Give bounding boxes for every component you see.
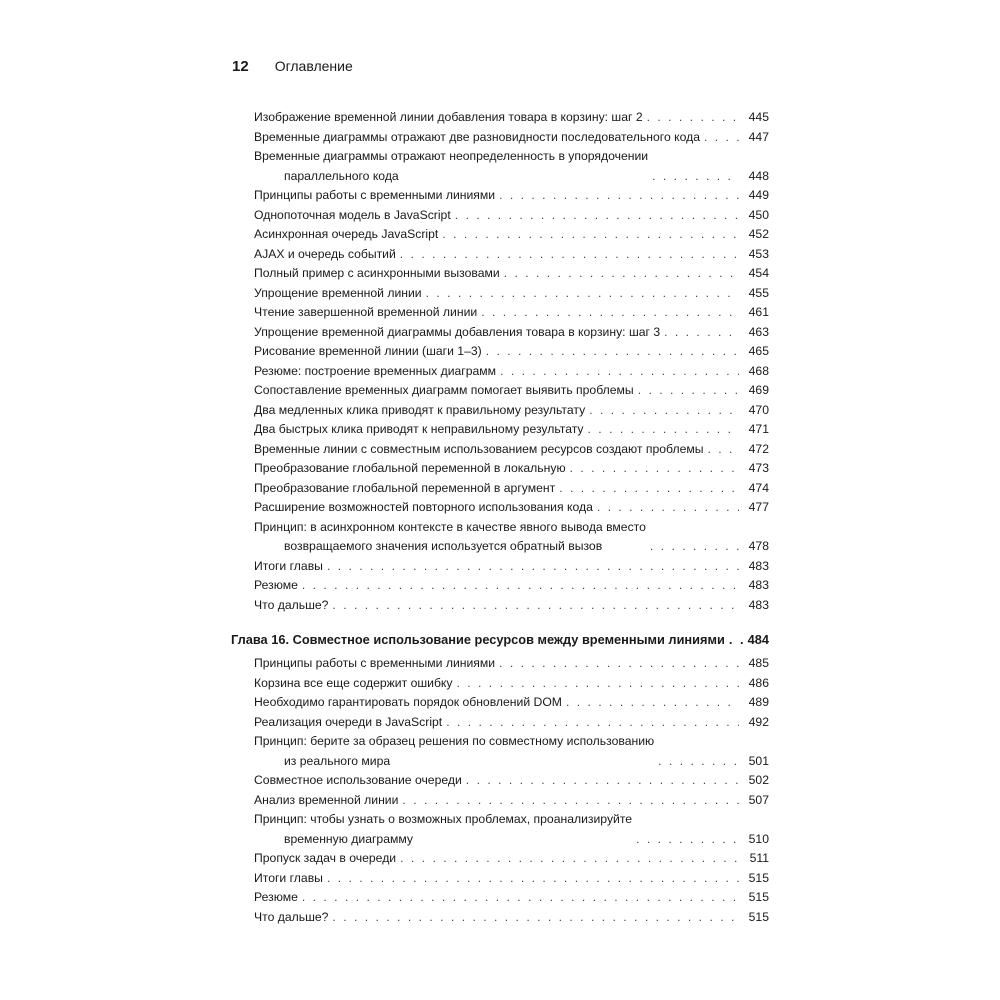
- toc-entry-title: Принципы работы с временными линиями: [254, 656, 496, 670]
- toc-entry-title-line2: параллельного кода: [284, 168, 399, 183]
- leader-dots: [302, 888, 739, 908]
- toc-entry-title: Полный пример с асинхронными вызовами: [254, 266, 500, 280]
- toc-entry[interactable]: [254, 888, 769, 908]
- toc-entry-page: 515: [748, 890, 769, 904]
- toc-entry-page: 472: [748, 441, 769, 456]
- leader-dots: [332, 596, 739, 616]
- leader-dots: [402, 791, 739, 811]
- toc-entry-title: Резюме: построение временных диаграмм: [254, 363, 497, 378]
- chapter-page: 484: [747, 632, 769, 647]
- leader-dots: [707, 440, 739, 460]
- table-of-contents: [231, 108, 769, 927]
- leader-dots: [647, 108, 739, 128]
- leader-dots: [499, 186, 739, 206]
- toc-entry-page: 483: [748, 578, 769, 592]
- toc-entry-title: Сопоставление временных диаграмм помогает выявить проблемы: [254, 383, 634, 397]
- leader-dots: [327, 557, 739, 577]
- leader-dots: [426, 284, 739, 304]
- toc-entry[interactable]: [254, 498, 769, 518]
- leader-dots: [332, 908, 739, 928]
- toc-entry-title: Что дальше?: [254, 909, 329, 924]
- toc-entry-title-line2: из реального мира: [284, 753, 391, 768]
- toc-entry-page: 485: [748, 656, 769, 670]
- toc-entry-page: 492: [748, 714, 769, 729]
- toc-entry-title: Реализация очереди в JavaScript: [254, 714, 443, 729]
- toc-entry-page: 515: [748, 909, 769, 924]
- toc-entry-title: Два медленных клика приводят к правильному результату: [254, 402, 586, 417]
- toc-entry[interactable]: [254, 147, 769, 186]
- toc-entry-title: [254, 732, 658, 771]
- toc-entry-page: 452: [748, 227, 769, 241]
- toc-entry-page: 471: [748, 422, 769, 436]
- toc-entry[interactable]: [254, 557, 769, 577]
- toc-entry-title: Временные диаграммы отражают две разновидности последовательного кода: [254, 129, 700, 144]
- toc-entry-title: Временные линии с совместным использованием ресурсов создают проблемы: [254, 441, 704, 456]
- toc-entry-title: Принципы работы с временными линиями: [254, 188, 496, 202]
- toc-entry[interactable]: [254, 342, 769, 362]
- leader-dots: [442, 225, 739, 245]
- leader-dots: [664, 323, 739, 343]
- toc-entry-page: 448: [748, 168, 769, 183]
- toc-entry-title: Два быстрых клика приводят к неправильному результату: [254, 422, 584, 436]
- leader-dots: [588, 420, 739, 440]
- toc-entry[interactable]: [254, 108, 769, 128]
- toc-entry-page: 511: [749, 851, 769, 865]
- toc-entry-page: 486: [748, 675, 769, 690]
- leader-dots: [504, 264, 739, 284]
- leader-dots: [486, 342, 739, 362]
- toc-entry[interactable]: [254, 459, 769, 479]
- leader-dots: [597, 498, 739, 518]
- toc-entry-page: 453: [748, 246, 769, 261]
- leader-dots: [456, 674, 739, 694]
- leader-dots: [455, 206, 739, 226]
- toc-entry-title: AJAX и очередь событий: [254, 246, 396, 261]
- running-header-title: Оглавление: [274, 58, 353, 74]
- toc-entry[interactable]: [254, 420, 769, 440]
- toc-entry[interactable]: [254, 401, 769, 421]
- toc-entry-page: 465: [748, 344, 769, 358]
- toc-entry[interactable]: [254, 362, 769, 382]
- toc-entry-page: 474: [748, 480, 769, 495]
- toc-entry-title: Анализ временной линии: [254, 792, 399, 807]
- leader-dots: [500, 362, 739, 382]
- chapter-heading[interactable]: [231, 629, 769, 650]
- toc-entry-title: Совместное использование очереди: [254, 773, 462, 787]
- toc-entry-title: Асинхронная очередь JavaScript: [254, 227, 439, 241]
- toc-entry-title-line2: временную диаграмму: [284, 831, 413, 846]
- leader-dots: [446, 713, 739, 733]
- leader-dots: [638, 381, 739, 401]
- leader-dots: [652, 167, 739, 187]
- toc-entry-page: 450: [748, 207, 769, 222]
- chapter-title: Глава 16. Совместное использование ресурсов между временными линиями: [231, 632, 725, 647]
- toc-entry[interactable]: [254, 381, 769, 401]
- toc-entry[interactable]: [254, 225, 769, 245]
- toc-entry-title: Изображение временной линии добавления товара в корзину: шаг 2: [254, 110, 643, 124]
- toc-entry-page: 478: [748, 539, 769, 553]
- leader-dots: [481, 303, 739, 323]
- leader-dots: [400, 245, 739, 265]
- toc-entry[interactable]: [254, 284, 769, 304]
- toc-entry[interactable]: [254, 128, 769, 148]
- toc-entry-title: Однопоточная модель в JavaScript: [254, 207, 451, 222]
- leader-dots: [658, 752, 739, 772]
- toc-entry-page: 501: [748, 753, 769, 768]
- toc-entry[interactable]: [254, 323, 769, 343]
- toc-entry[interactable]: [254, 849, 769, 869]
- toc-entry-title: Упрощение временной линии: [254, 285, 422, 300]
- leader-dots: [499, 654, 739, 674]
- toc-entry[interactable]: [254, 771, 769, 791]
- toc-entry[interactable]: [254, 674, 769, 694]
- page-number: 12: [232, 58, 249, 75]
- toc-entry-title: Резюме: [254, 578, 298, 592]
- toc-entry-title: Преобразование глобальной переменной в локальную: [254, 461, 566, 475]
- toc-entry-page: 445: [748, 110, 769, 124]
- toc-entry-title-line1: Принцип: берите за образец решения по совместному использованию: [254, 734, 655, 748]
- toc-entry[interactable]: [254, 693, 769, 713]
- toc-entry-page: 463: [748, 324, 769, 339]
- toc-entry[interactable]: [254, 264, 769, 284]
- toc-entry-page: 477: [748, 500, 769, 514]
- leader-dots: [729, 629, 744, 650]
- toc-entry-page: 507: [748, 792, 769, 807]
- toc-entry-page: 510: [748, 831, 769, 846]
- toc-entry-title: Итоги главы: [254, 870, 323, 885]
- toc-entry[interactable]: [254, 518, 769, 557]
- toc-entry-title: Преобразование глобальной переменной в аргумент: [254, 480, 556, 495]
- toc-entry[interactable]: [254, 303, 769, 323]
- toc-entry-page: 468: [748, 363, 769, 378]
- leader-dots: [704, 128, 739, 148]
- toc-entry[interactable]: [254, 479, 769, 499]
- toc-entry-page: 515: [748, 870, 769, 885]
- toc-entry-page: 489: [748, 695, 769, 709]
- toc-entry[interactable]: [254, 596, 769, 616]
- leader-dots: [327, 869, 739, 889]
- toc-entry[interactable]: [254, 791, 769, 811]
- toc-entry[interactable]: [254, 440, 769, 460]
- toc-entry-title-line1: Временные диаграммы отражают неопределенность в упорядочении: [254, 149, 649, 163]
- toc-entry[interactable]: [254, 576, 769, 596]
- toc-entry[interactable]: [254, 908, 769, 928]
- leader-dots: [566, 693, 739, 713]
- toc-entry-title: Необходимо гарантировать порядок обновлений DOM: [254, 695, 562, 709]
- page-header: [232, 58, 353, 75]
- toc-entry-page: 473: [748, 461, 769, 475]
- toc-entry[interactable]: [254, 245, 769, 265]
- toc-entry-page: 483: [748, 558, 769, 573]
- toc-entry-page: 483: [748, 597, 769, 612]
- leader-dots: [466, 771, 739, 791]
- toc-entry-title: [254, 518, 650, 557]
- toc-entry-page: 449: [748, 188, 769, 202]
- toc-entry-title: Расширение возможностей повторного использования кода: [254, 500, 593, 514]
- leader-dots: [559, 479, 739, 499]
- toc-entry-page: 447: [748, 129, 769, 144]
- toc-entry-title: Резюме: [254, 890, 298, 904]
- leader-dots: [570, 459, 739, 479]
- toc-entry-page: 502: [748, 773, 769, 787]
- toc-entry-title: Пропуск задач в очереди: [254, 851, 397, 865]
- leader-dots: [650, 537, 739, 557]
- leader-dots: [589, 401, 739, 421]
- leader-dots: [302, 576, 739, 596]
- toc-entry-title: Итоги главы: [254, 558, 323, 573]
- toc-entry[interactable]: [254, 654, 769, 674]
- toc-entry-title: Чтение завершенной временной линии: [254, 305, 478, 319]
- toc-entry-title-line1: Принцип: чтобы узнать о возможных проблемах, проанализируйте: [254, 812, 633, 826]
- toc-entry-title: Рисование временной линии (шаги 1–3): [254, 344, 482, 358]
- toc-entry-page: 461: [748, 305, 769, 319]
- toc-entry-title: Упрощение временной диаграммы добавления товара в корзину: шаг 3: [254, 324, 661, 339]
- toc-entry-page: 455: [748, 285, 769, 300]
- toc-entry-title: Корзина все еще содержит ошибку: [254, 675, 453, 690]
- toc-entry-page: 454: [748, 266, 769, 280]
- toc-entry-title-line2: возвращаемого значения используется обратный вызов: [284, 539, 603, 553]
- toc-entry[interactable]: [254, 206, 769, 226]
- toc-entry-page: 469: [748, 383, 769, 397]
- toc-entry-title-line1: Принцип: в асинхронном контексте в качестве явного вывода вместо: [254, 519, 646, 534]
- toc-entry-page: 470: [748, 402, 769, 417]
- toc-entry[interactable]: [254, 869, 769, 889]
- toc-entry-title: Что дальше?: [254, 597, 329, 612]
- toc-entry[interactable]: [254, 713, 769, 733]
- leader-dots: [400, 849, 739, 869]
- toc-entry[interactable]: [254, 186, 769, 206]
- leader-dots: [636, 830, 739, 850]
- toc-entry[interactable]: [254, 732, 769, 771]
- toc-entry[interactable]: [254, 810, 769, 849]
- toc-entry-title: [254, 810, 636, 849]
- toc-entry-title: [254, 147, 652, 186]
